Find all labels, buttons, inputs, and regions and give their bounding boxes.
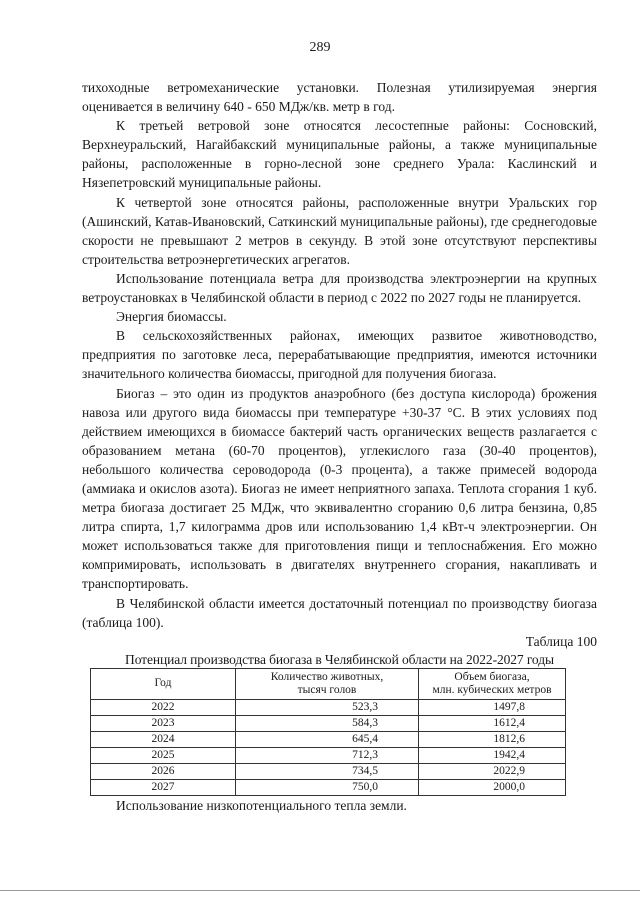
cell-biogas: 1612,4 (419, 715, 566, 731)
section-heading: Использование низкопотенциального тепла земли. (116, 797, 407, 813)
table-row (91, 715, 566, 731)
cell-year: 2026 (91, 763, 236, 779)
cell-livestock: 712,3 (236, 747, 419, 763)
paragraph: Биогаз – это один из продуктов анаэробного (без доступа кислорода) брожения навоза или другого вида биомассы при температуре +30-37 °С. В этих условиях под действием имеющихся в биомассе бактерий часть органических веществ разлагается с образованием метана (60-70 процентов), углекислого газа (30-40 процентов), небольшого количества сероводорода (0-3 процента), а также примесей водорода (аммиака и окислов азота). Биогаз не имеет неприятного запаха. Теплота сгорания 1 куб. метра биогаза достигает 25 МДж, что эквивалентно сгоранию 0,6 литра бензина, 0,85 литра спирта, 1,7 килограмма дров или использованию 1,4 кВт-ч электроэнергии. Он может использоваться также для приготовления пищи и теплоснабжения. Его можно компримировать, использовать в двигателях внутреннего сгорания, накапливать и транспортировать. (82, 385, 597, 592)
cell-biogas: 1497,8 (419, 699, 566, 715)
header-livestock-line2: тысяч голов (297, 683, 357, 696)
table-header-row (91, 668, 566, 699)
header-year: Год (91, 668, 236, 699)
cell-livestock: 523,3 (236, 699, 419, 715)
cell-biogas: 2022,9 (419, 763, 566, 779)
table-row (91, 699, 566, 715)
cell-year: 2023 (91, 715, 236, 731)
paragraph: В сельскохозяйственных районах, имеющих развитое животноводство, предприятия по заготовке леса, перерабатывающие предприятия, имеются источники значительного количества биомассы, пригодной для получения биогаза. (82, 328, 597, 382)
table-row (91, 763, 566, 779)
paragraph: Использование потенциала ветра для производства электроэнергии на крупных ветроустановках в Челябинской области в период с 2022 по 2027 годы не планируется. (82, 270, 597, 306)
document-body (82, 78, 597, 815)
cell-year: 2027 (91, 779, 236, 795)
table-row (91, 731, 566, 747)
page-bottom-divider (0, 890, 640, 891)
header-livestock (236, 668, 419, 699)
table-title: Потенциал производства биогаза в Челябинской области на 2022-2027 годы (125, 651, 554, 667)
cell-livestock: 734,5 (236, 763, 419, 779)
cell-year: 2024 (91, 731, 236, 747)
paragraph: К третьей ветровой зоне относятся лесостепные районы: Сосновский, Верхнеуральский, Нагайбакский муниципальные районы, а также муниципальные районы, расположенные в горно-лесной зоне среднего Урала: Каслинский и Нязепетровский муниципальные районы. (82, 118, 597, 191)
header-livestock-line1: Количество животных, (270, 670, 384, 683)
header-biogas-line1: Объем биогаза, (454, 670, 530, 683)
table-row (91, 779, 566, 795)
paragraph: В Челябинской области имеется достаточный потенциал по производству биогаза (таблица 100). (82, 595, 597, 630)
cell-biogas: 2000,0 (419, 779, 566, 795)
paragraph: тихоходные ветромеханические установки. Полезная утилизируемая энергия оценивается в величину 640 - 650 МДж/кв. метр в год. (82, 80, 597, 115)
cell-biogas: 1812,6 (419, 731, 566, 747)
section-heading: Энергия биомассы. (116, 309, 227, 325)
paragraph: К четвертой зоне относятся районы, расположенные внутри Уральских гор (Ашинский, Катав-Ивановский, Саткинский муниципальные районы), где среднегодовые скорости не превышают 2 метров в секунду. В этой зоне отсутствуют перспективы строительства ветроэнергетических агрегатов. (82, 194, 597, 267)
header-biogas-line2: млн. кубических метров (432, 683, 552, 696)
cell-livestock: 584,3 (236, 715, 419, 731)
header-biogas (419, 668, 566, 699)
cell-year: 2022 (91, 699, 236, 715)
cell-livestock: 750,0 (236, 779, 419, 795)
cell-year: 2025 (91, 747, 236, 763)
cell-biogas: 1942,4 (419, 747, 566, 763)
biogas-table (90, 668, 566, 796)
page-number: 289 (309, 40, 331, 55)
cell-livestock: 645,4 (236, 731, 419, 747)
table-label: Таблица 100 (525, 633, 597, 649)
table-row (91, 747, 566, 763)
